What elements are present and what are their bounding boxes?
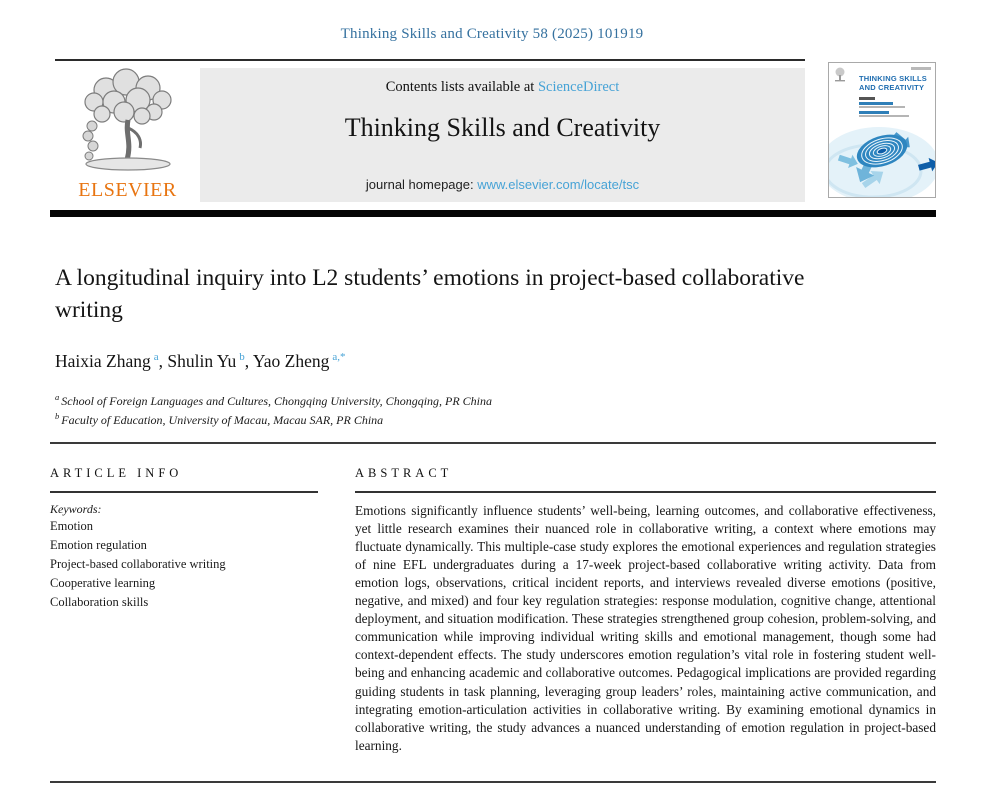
cover-editor-name-bar bbox=[859, 111, 889, 114]
cover-editor-affil-bar bbox=[859, 115, 909, 117]
keyword: Emotion regulation bbox=[50, 537, 147, 552]
cover-artwork bbox=[829, 121, 935, 197]
author-affil-sup[interactable]: a,* bbox=[332, 351, 346, 364]
masthead-banner bbox=[200, 68, 805, 202]
affiliation bbox=[55, 391, 492, 410]
author-separator: , bbox=[158, 351, 163, 371]
affiliation-sup: a bbox=[55, 392, 60, 402]
article-info-rule bbox=[50, 491, 318, 493]
cover-mini-tree-icon bbox=[833, 67, 847, 83]
author-name: Haixia Zhang bbox=[55, 351, 151, 371]
journal-citation: Thinking Skills and Creativity 58 (2025) 101919 bbox=[340, 26, 644, 42]
article-info-heading: ARTICLE INFO bbox=[50, 466, 183, 480]
author[interactable] bbox=[253, 351, 346, 371]
contents-line bbox=[200, 79, 805, 96]
author-line bbox=[55, 351, 346, 372]
contents-prefix: Contents lists available at bbox=[385, 79, 538, 95]
author[interactable] bbox=[55, 351, 163, 371]
abstract-column bbox=[355, 466, 936, 755]
journal-cover-thumbnail[interactable] bbox=[828, 62, 936, 198]
author-name: Shulin Yu bbox=[167, 351, 237, 371]
author[interactable] bbox=[167, 351, 249, 371]
affiliation-text: Faculty of Education, University of Macau, Macau SAR, PR China bbox=[61, 413, 384, 428]
keyword: Emotion bbox=[50, 518, 94, 533]
homepage-prefix: journal homepage: bbox=[365, 177, 478, 192]
homepage-line bbox=[200, 177, 805, 192]
cover-issn-bar bbox=[911, 67, 931, 70]
affiliation-sup: b bbox=[55, 411, 60, 422]
abstract-rule bbox=[355, 491, 936, 493]
cover-journal-title: THINKING SKILLS AND CREATIVITY bbox=[859, 74, 927, 93]
cover-editor-affil-bar bbox=[859, 106, 905, 108]
affiliation bbox=[55, 410, 492, 429]
abstract-heading: ABSTRACT bbox=[355, 466, 453, 480]
article-info-column bbox=[50, 466, 318, 612]
keyword: Cooperative learning bbox=[50, 575, 156, 590]
keyword: Project-based collaborative writing bbox=[50, 556, 226, 571]
header-top-rule bbox=[55, 59, 805, 61]
author-affil-sup[interactable]: b bbox=[239, 351, 245, 364]
affiliation-text: School of Foreign Languages and Cultures, Chongqing University, Chongqing, PR China bbox=[61, 394, 493, 408]
journal-title: Thinking Skills and Creativity bbox=[344, 113, 661, 142]
author-affil-sup[interactable]: a bbox=[153, 351, 159, 364]
author-separator: , bbox=[244, 351, 250, 371]
journal-homepage-link[interactable]: www.elsevier.com/locate/tsc bbox=[477, 177, 640, 192]
section-top-rule bbox=[50, 442, 936, 444]
author-name: Yao Zheng bbox=[252, 351, 330, 371]
affiliations bbox=[55, 391, 492, 430]
section-bottom-rule bbox=[50, 781, 936, 783]
keyword: Collaboration skills bbox=[50, 594, 149, 609]
keywords-label: Keywords: bbox=[50, 501, 102, 516]
elsevier-tree-icon bbox=[76, 68, 180, 178]
header-divider-bar bbox=[50, 210, 936, 217]
cover-editor-name-bar bbox=[859, 102, 893, 105]
elsevier-logo[interactable] bbox=[55, 64, 200, 202]
sciencedirect-link[interactable]: ScienceDirect bbox=[537, 79, 620, 95]
elsevier-wordmark: ELSEVIER bbox=[78, 179, 177, 201]
abstract-text: Emotions significantly influence students’ well-being, learning outcomes, and collaborative effectiveness, yet little research examines their nuanced role in collaborative writing, a context where emotions may fluctuate dynamically. This multiple-case study explores the emotional experiences and regulation strategies of nine EFL undergraduates during a 17-week project-based collaborative writing activity. Data from emotion logs, observations, critical incident reports, and interviews revealed diverse emotions (positive, negative, and mixed) and four key regulation strategies: response modulation, cognitive change, attentional deployment, and situation modification. These strategies strengthened group cohesion, problem-solving, and communication while improving individual writing skills and emotional management, though some had context-dependent effects. The study underscores emotion regulation’s vital role in fostering student well-being and enhancing academic and collaborative outcomes. Pedagogical implications are provided regarding guiding students in task planning, leveraging group leaders’ roles, maintaining active communication, and integrating emotion-articulation activities in collaborative writing. By examining emotional dynamics in collaborative writing, the study advances a nuanced understanding of emotion regulation in project-based learning. bbox=[355, 502, 936, 753]
article-title: A longitudinal inquiry into L2 students’ emotions in project-based collaborative writing bbox=[55, 265, 805, 324]
cover-editors-bar bbox=[859, 97, 875, 100]
